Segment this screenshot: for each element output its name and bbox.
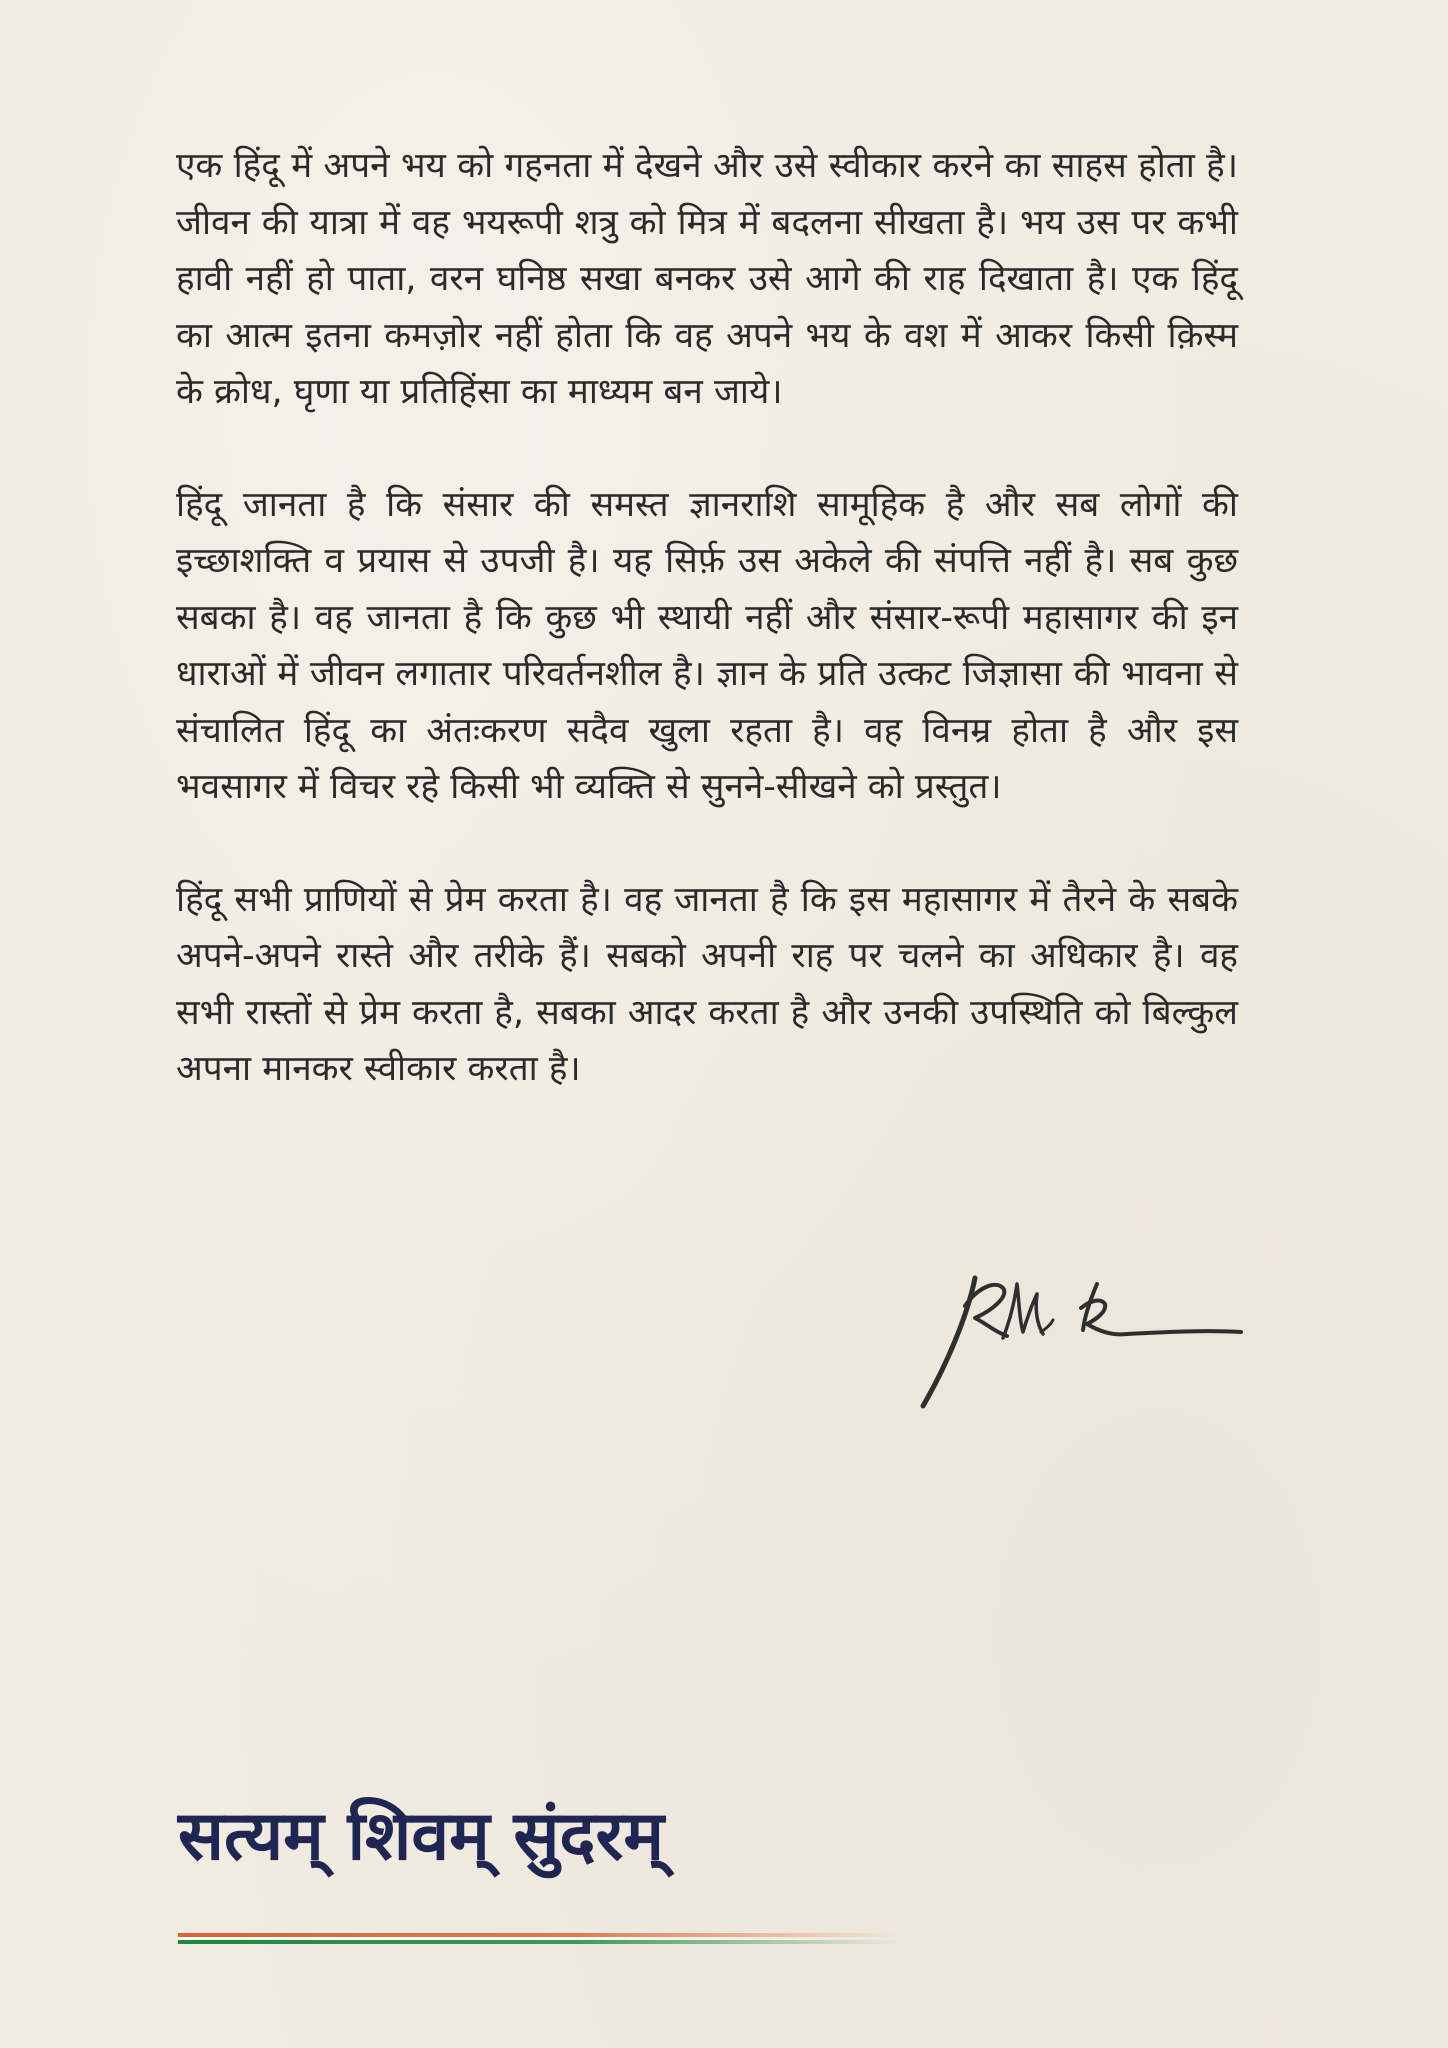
handwritten-signature [915, 1258, 1245, 1418]
paragraph-3: हिंदू सभी प्राणियों से प्रेम करता है। वह जानता है कि इस महासागर में तैरने के सबके अपने-अपने रास्ते और तरीके हैं। सबको अपनी राह पर चलने का अधिकार है। वह सभी रास्तों से प्रेम करता है, सबका आदर करता है और उनकी उपस्थिति को बिल्कुल अपना मानकर स्वीकार करता है। [176, 879, 1238, 1089]
paragraph-1: एक हिंदू में अपने भय को गहनता में देखने और उसे स्वीकार करने का साहस होता है। जीवन की यात्रा में वह भयरूपी शत्रु को मित्र में बदलना सीखता है। भय उस पर कभी हावी नहीं हो पाता, वरन घनिष्ठ सखा बनकर उसे आगे की राह दिखाता है। एक हिंदू का आत्म इतना कमज़ोर नहीं होता कि वह अपने भय के वश में आकर किसी क़िस्म के क्रोध, घृणा या प्रतिहिंसा का माध्यम बन जाये। [176, 146, 1238, 412]
green-band [178, 1940, 898, 1944]
tricolor-underline [178, 1933, 898, 1947]
paragraph-2: हिंदू जानता है कि संसार की समस्त ज्ञानराशि सामूहिक है और सब लोगों की इच्छाशक्ति व प्रयास से उपजी है। यह सिर्फ़ उस अकेले की संपत्ति नहीं है। सब कुछ सबका है। वह जानता है कि कुछ भी स्थायी नहीं और संसार-रूपी महासागर की इन धाराओं में जीवन लगातार परिवर्तनशील है। ज्ञान के प्रति उत्कट जिज्ञासा की भावना से संचालित हिंदू का अंतःकरण सदैव खुला रहता है। वह विनम्र होता है और इस भवसागर में विचर रहे किसी भी व्यक्ति से सुनने-सीखने को प्रस्तुत। [176, 484, 1238, 807]
letter-body [176, 138, 1238, 1154]
motto-title: सत्यम् शिवम् सुंदरम् [178, 1797, 665, 1876]
